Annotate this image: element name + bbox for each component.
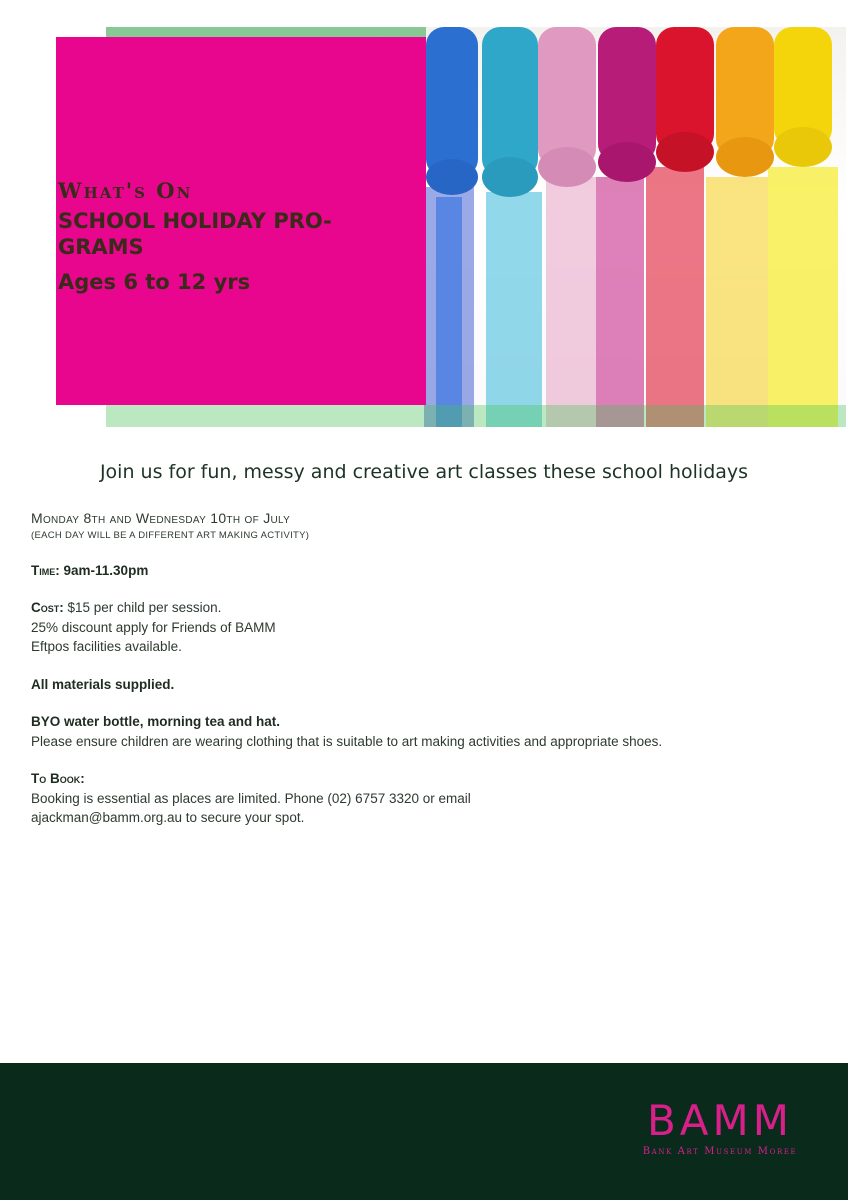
bamm-logo [630, 1098, 810, 1157]
logo-subtitle: Bank Art Museum Moree [642, 1146, 798, 1157]
session-dates: Monday 8th and Wednesday 10th of July [31, 510, 291, 526]
crayon-red [656, 27, 714, 172]
time-label: Time: [31, 562, 60, 578]
crayon-pink [538, 27, 596, 187]
clothing-note: Please ensure children are wearing clothing that is suitable to art making activities and appropriate shoes. [31, 733, 663, 749]
crayon-magenta [598, 27, 656, 182]
time-value: 9am-11.30pm [63, 562, 149, 578]
session-note: (EACH DAY WILL BE A DIFFERENT ART MAKING ACTIVITY) [31, 529, 310, 541]
whats-on-heading: What's On [58, 178, 193, 203]
crayon-yellow [774, 27, 832, 167]
age-range: Ages 6 to 12 yrs [58, 270, 251, 294]
friends-discount: 25% discount apply for Friends of BAMM [31, 619, 276, 635]
booking-line-2: ajackman@bamm.org.au to secure your spot. [31, 810, 305, 825]
title-block [58, 178, 388, 296]
program-title: SCHOOL HOLIDAY PRO-GRAMS [58, 209, 332, 259]
logo-wordmark: BAMM [646, 1096, 794, 1145]
event-details [31, 509, 821, 828]
crayon-orange [716, 27, 774, 177]
booking-label: To Book: [31, 771, 85, 786]
crayon-teal [482, 27, 538, 197]
booking-line-1: Booking is essential as places are limited. Phone (02) 6757 3320 or email [31, 790, 471, 806]
cost-value: $15 per child per session. [67, 600, 222, 615]
byo-heading: BYO water bottle, morning tea and hat. [31, 714, 281, 729]
crayon-blue [426, 27, 478, 195]
materials-note: All materials supplied. [31, 676, 175, 692]
tagline: Join us for fun, messy and creative art classes these school holidays [99, 461, 749, 483]
eftpos-note: Eftpos facilities available. [31, 639, 182, 654]
cost-label: Cost: [31, 600, 64, 615]
